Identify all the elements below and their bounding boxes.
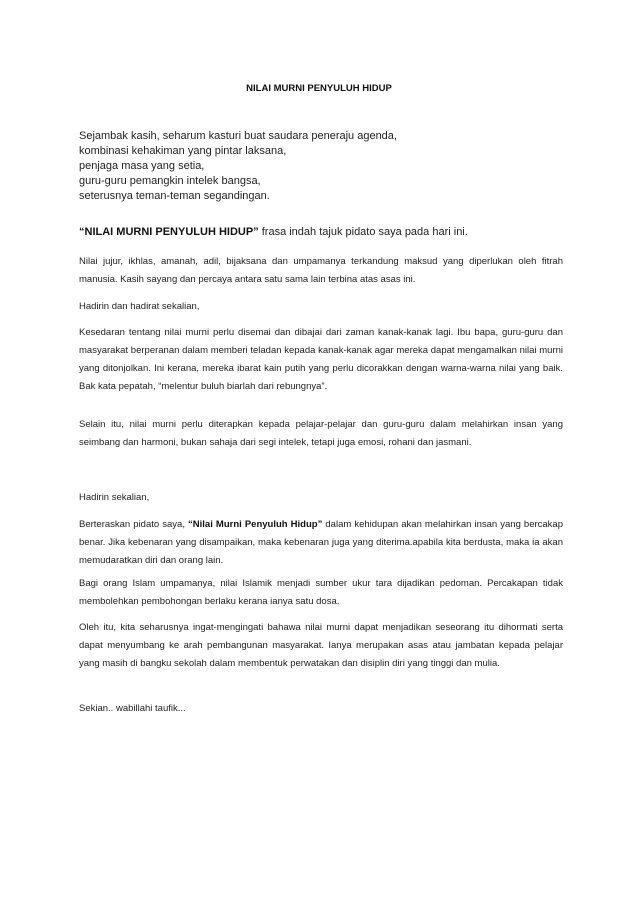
- paragraph-greeting: Hadirin dan hadirat sekalian,: [79, 301, 200, 312]
- paragraph-truth-end: dalam kehidupan akan melahirkan insan yang bercakap benar. Jika kebenaran yang disampaikan, maka kebenaran juga yang diterima.apabila kita berdusta, maka ia akan memudaratkan diri dan orang lain.: [79, 519, 564, 566]
- poem-line: kombinasi kehakiman yang pintar laksana,: [79, 145, 287, 157]
- poem-line: guru-guru pemangkin intelek bangsa,: [79, 175, 261, 187]
- paragraph-islam: Bagi orang Islam umpamanya, nilai Islamik menjadi sumber ukur tara dijadikan pedoman. Percakapan tidak membolehkan pembohongan berlaku kerana ianya satu dosa.: [79, 578, 563, 607]
- paragraph-truth-start: Berteraskan pidato saya,: [79, 519, 189, 530]
- paragraph-values: Nilai jujur, ikhlas, amanah, adil, bijaksana dan umpamanya terkandung maksud yang diperlukan oleh fitrah manusia. Kasih sayang dan percaya antara satu sama lain terbina atas asas ini.: [79, 256, 563, 285]
- paragraph-greeting-2: Hadirin sekalian,: [79, 492, 150, 503]
- speech-topic: [79, 225, 569, 240]
- document-title: NILAI MURNI PENYULUH HIDUP: [246, 83, 392, 94]
- paragraph-awareness: Kesedaran tentang nilai murni perlu disemai dan dibajai dari zaman kanak-kanak lagi. Ibu bapa, guru-guru dan masyarakat berperanan dalam memberi teladan kepada kanak-kanak agar mereka dapat mengamalkan nilai murni yang ditonjolkan. Ini kerana, mereka ibarat kain putih yang perlu dicorakkan dengan warna-warna nilai yang baik. Bak kata pepatah, “melentur buluh biarlah dari rebungnya”.: [79, 327, 563, 392]
- paragraph-closing: Sekian.. wabillahi taufik...: [79, 703, 186, 714]
- paragraph-truth: [79, 516, 563, 570]
- paragraph-students: Selain itu, nilai murni perlu diterapkan kepada pelajar-pelajar dan guru-guru dalam melahirkan insan yang seimbang dan harmoni, bukan sahaja dari segi intelek, tetapi juga emosi, rohani dan jasmani.: [79, 419, 563, 448]
- paragraph-conclusion: Oleh itu, kita seharusnya ingat-mengingati bahawa nilai murni dapat menjadikan seseorang itu dihormati serta dapat menyumbang ke arah pembangunan masyarakat. Ianya merupakan asas atau jambatan kepada pelajar yang masih di bangku sekolah dalam membentuk perwatakan dan disiplin diri yang tinggi dan mulia.: [79, 622, 563, 669]
- poem-line: penjaga masa yang setia,: [79, 160, 205, 172]
- opening-poem: [79, 129, 569, 204]
- poem-line: seterusnya teman-teman segandingan.: [79, 190, 270, 202]
- poem-line: Sejambak kasih, seharum kasturi buat saudara peneraju agenda,: [79, 130, 397, 142]
- topic-text: frasa indah tajuk pidato saya pada hari ini.: [258, 226, 468, 238]
- topic-title-bold: “NILAI MURNI PENYULUH HIDUP”: [79, 226, 259, 238]
- paragraph-truth-bold: “Nilai Murni Penyuluh Hidup”: [188, 519, 323, 530]
